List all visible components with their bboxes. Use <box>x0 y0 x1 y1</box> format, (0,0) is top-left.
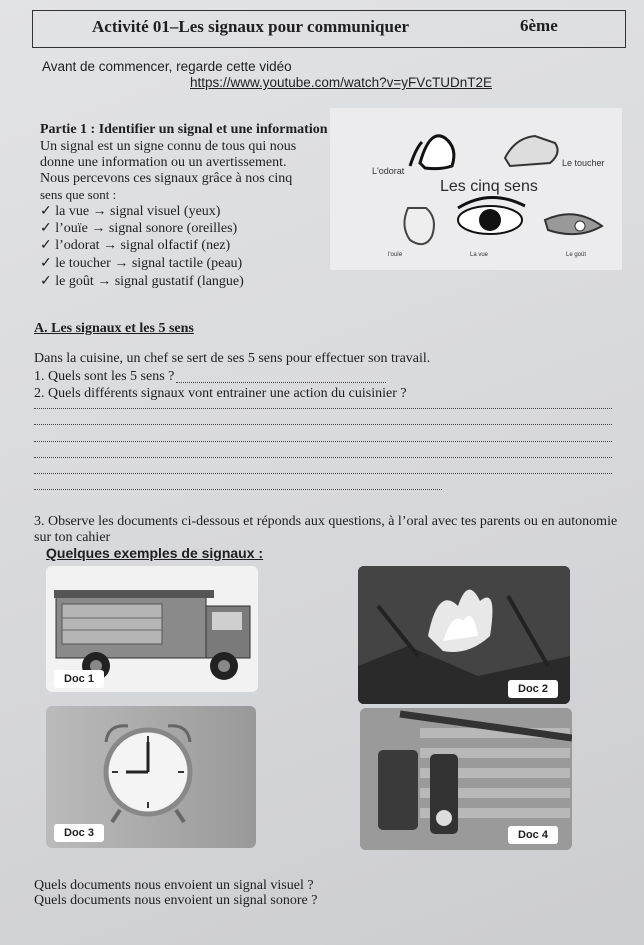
definition-line-1: Un signal est un signe connu de tous qui nous <box>40 139 297 154</box>
answer-line-6[interactable] <box>34 489 442 490</box>
mouth-icon <box>545 214 602 234</box>
examples-heading: Quelques exemples de signaux : <box>46 545 264 561</box>
doc-4-label: Doc 4 <box>508 826 558 844</box>
definition-line-2: donne une information ou un avertissement. <box>40 155 287 170</box>
answer-line-4[interactable] <box>34 457 612 458</box>
label-gout: Le goût <box>566 252 587 258</box>
sense-item-toucher: ✓ le toucher → signal tactile (peau) <box>40 256 243 271</box>
sense-item-gout: ✓ le goût → signal gustatif (langue) <box>40 274 244 289</box>
label-toucher: Le toucher <box>562 158 605 168</box>
question-3: 3. Observe les documents ci-dessous et réponds aux questions, à l’oral avec tes parents ou en autonomie sur ton cahier <box>34 514 618 545</box>
answer-line-3[interactable] <box>34 441 612 442</box>
five-senses-title: Les cinq sens <box>440 178 538 195</box>
doc-4-traffic-light <box>360 708 572 850</box>
label-odorat: L'odorat <box>372 166 405 176</box>
ear-icon <box>404 208 434 244</box>
answer-line-5[interactable] <box>34 473 612 474</box>
doc-3-label: Doc 3 <box>54 824 104 842</box>
nose-icon <box>420 136 454 169</box>
hand-icon <box>505 136 558 166</box>
sense-item-vue: ✓ la vue → signal visuel (yeux) <box>40 204 221 219</box>
question-sonore: Quels documents nous envoient un signal sonore ? <box>34 893 318 908</box>
label-vue: La vue <box>470 252 489 258</box>
doc-3-alarm-clock <box>46 706 256 848</box>
doc-1-fire-truck <box>46 566 258 692</box>
doc-2-fire <box>358 566 570 704</box>
answer-line-2[interactable] <box>34 424 612 425</box>
definition-line-4: sens que sont : <box>40 187 117 202</box>
doc-1-label: Doc 1 <box>54 670 104 688</box>
worksheet-title: Activité 01–Les signaux pour communiquer <box>92 17 410 36</box>
grade-level: 6ème <box>520 16 558 35</box>
answer-line-q1[interactable] <box>176 382 386 383</box>
label-ouie: l'ouïe <box>388 252 403 258</box>
doc-2-label: Doc 2 <box>508 680 558 698</box>
sense-item-odorat: ✓ l’odorat → signal olfactif (nez) <box>40 238 231 253</box>
video-link[interactable]: https://www.youtube.com/watch?v=yFVcTUDnT2E <box>190 75 492 90</box>
sense-item-ouie: ✓ l’ouïe → signal sonore (oreilles) <box>40 221 238 236</box>
section-a-heading: A. Les signaux et les 5 sens <box>34 321 194 336</box>
question-2: 2. Quels différents signaux vont entrainer une action du cuisinier ? <box>34 386 407 401</box>
definition-line-3: Nous percevons ces signaux grâce à nos cinq <box>40 171 293 186</box>
partie1-heading: Partie 1 : Identifier un signal et une information <box>40 122 328 137</box>
intro-text: Avant de commencer, regarde cette vidéo <box>42 59 292 74</box>
answer-line-1[interactable] <box>34 408 612 409</box>
kitchen-context: Dans la cuisine, un chef se sert de ses 5 sens pour effectuer son travail. <box>34 351 431 366</box>
question-1: 1. Quels sont les 5 sens ? <box>34 369 175 384</box>
question-visual: Quels documents nous envoient un signal visuel ? <box>34 878 314 893</box>
